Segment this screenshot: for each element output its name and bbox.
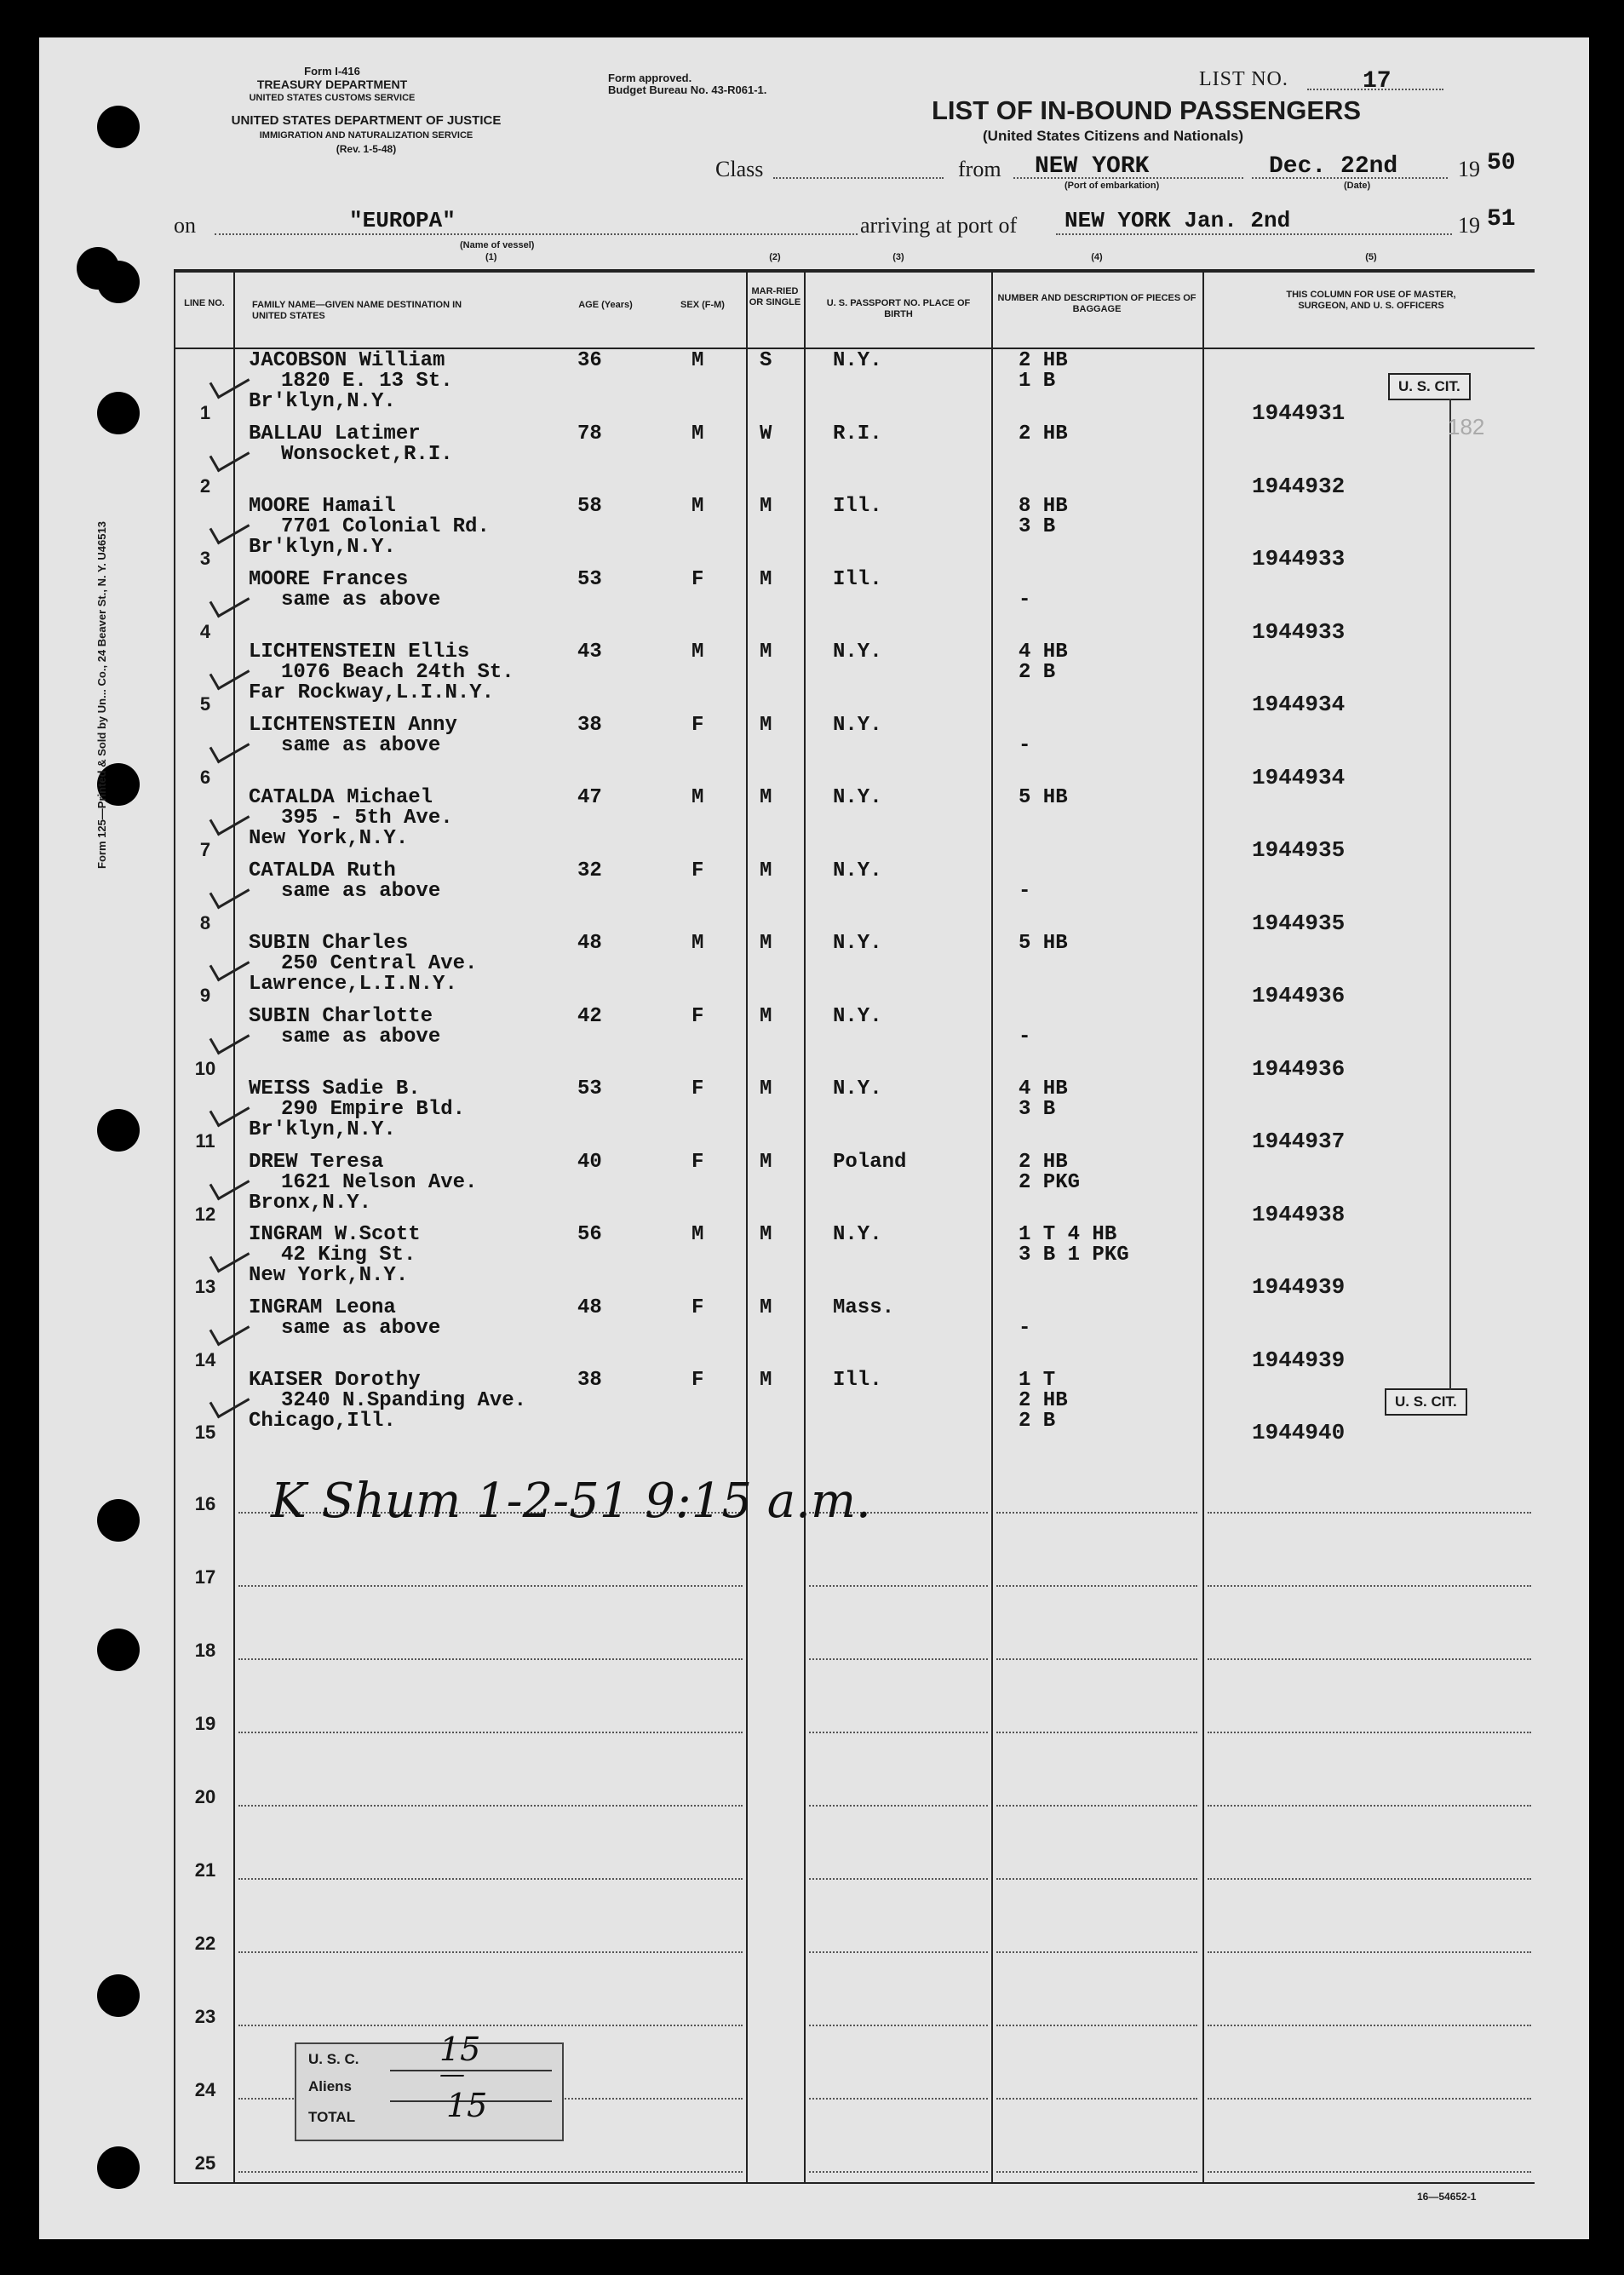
baggage-line-2: 3 B 1 PKG bbox=[1019, 1244, 1129, 1267]
baggage-line-1: 5 HB bbox=[1019, 786, 1068, 809]
embark-year: 50 bbox=[1487, 150, 1516, 176]
customs-service: UNITED STATES CUSTOMS SERVICE bbox=[249, 93, 416, 103]
baggage-line-1: 1 T bbox=[1019, 1369, 1056, 1392]
place-of-birth: Ill. bbox=[833, 495, 882, 518]
passenger-address-city: Lawrence,L.I.N.Y. bbox=[249, 973, 457, 996]
punch-hole bbox=[97, 2146, 140, 2189]
marital-status: M bbox=[760, 1150, 772, 1174]
line-number: 14 bbox=[194, 1348, 216, 1370]
certificate-number: 1944940 bbox=[1252, 1420, 1346, 1445]
passenger-sex: F bbox=[691, 1077, 704, 1100]
certificate-number: 1944939 bbox=[1252, 1347, 1346, 1373]
place-of-birth: Poland bbox=[833, 1150, 907, 1174]
passenger-sex: M bbox=[691, 422, 704, 445]
header-baggage-num: (4) bbox=[1091, 252, 1103, 262]
passenger-age: 43 bbox=[577, 641, 602, 664]
line-number: 1 bbox=[199, 402, 211, 423]
header-officers: THIS COLUMN FOR USE OF MASTER, SURGEON, AND U. S. OFFICERS bbox=[1286, 290, 1456, 311]
marital-status: M bbox=[760, 641, 772, 664]
passenger-age: 48 bbox=[577, 932, 602, 955]
marital-status: M bbox=[760, 932, 772, 955]
punch-hole bbox=[97, 1499, 140, 1542]
certificate-number: 1944934 bbox=[1252, 764, 1346, 790]
arrival-year: 51 bbox=[1487, 206, 1516, 233]
certificate-number: 1944932 bbox=[1252, 473, 1346, 499]
line-number: 17 bbox=[194, 1566, 216, 1588]
header-married: MAR-RIED OR SINGLE bbox=[749, 286, 801, 307]
place-of-birth: N.Y. bbox=[833, 932, 882, 955]
marital-status: W bbox=[760, 422, 772, 445]
passenger-address: Wonsocket,R.I. bbox=[281, 442, 453, 466]
embark-port-caption: (Port of embarkation) bbox=[1064, 181, 1160, 191]
year-prefix-2: 19 bbox=[1458, 213, 1480, 238]
list-number: 17 bbox=[1363, 68, 1392, 95]
passenger-name: KAISER Dorothy bbox=[249, 1369, 421, 1392]
passenger-address: same as above bbox=[281, 588, 441, 612]
passenger-address: same as above bbox=[281, 879, 441, 903]
budget-bureau: Budget Bureau No. 43-R061-1. bbox=[608, 83, 767, 96]
baggage-line-2: 3 B bbox=[1019, 1098, 1056, 1121]
marital-status: M bbox=[760, 713, 772, 737]
baggage-line-2: 2 HB bbox=[1019, 1389, 1068, 1412]
line-number: 6 bbox=[199, 766, 211, 788]
aliens-count: — bbox=[439, 2060, 465, 2089]
line-number: 16 bbox=[194, 1493, 216, 1514]
passenger-age: 48 bbox=[577, 1295, 602, 1319]
marital-status: S bbox=[760, 349, 772, 372]
passenger-sex: F bbox=[691, 713, 704, 737]
line-number: 4 bbox=[199, 620, 211, 642]
revision: (Rev. 1-5-48) bbox=[336, 143, 397, 155]
vessel-col-num: (1) bbox=[485, 252, 497, 262]
line-number: 7 bbox=[199, 839, 211, 860]
header-married-num: (2) bbox=[769, 252, 781, 262]
line-number: 25 bbox=[194, 2152, 216, 2174]
passenger-sex: F bbox=[691, 1369, 704, 1392]
passenger-name: SUBIN Charlotte bbox=[249, 1004, 433, 1028]
baggage-line-2: 1 B bbox=[1019, 370, 1056, 393]
treasury-department: TREASURY DEPARTMENT bbox=[256, 78, 408, 91]
place-of-birth: N.Y. bbox=[833, 786, 882, 809]
certificate-number: 1944931 bbox=[1252, 400, 1346, 426]
marital-status: M bbox=[760, 786, 772, 809]
line-number: 24 bbox=[194, 2079, 216, 2100]
passenger-name: MOORE Hamail bbox=[249, 495, 396, 518]
passenger-age: 36 bbox=[577, 349, 602, 372]
list-no-label: LIST NO. bbox=[1199, 68, 1288, 90]
form-number: Form I-416 bbox=[304, 65, 360, 78]
baggage-line-1: 2 HB bbox=[1019, 1150, 1068, 1174]
passenger-sex: F bbox=[691, 859, 704, 882]
line-number: 5 bbox=[199, 693, 211, 715]
baggage-line-2: 3 B bbox=[1019, 515, 1056, 538]
header-baggage: NUMBER AND DESCRIPTION OF PIECES OF BAGGAGE bbox=[997, 293, 1196, 314]
passenger-sex: F bbox=[691, 1004, 704, 1028]
marital-status: M bbox=[760, 1369, 772, 1392]
marital-status: M bbox=[760, 567, 772, 591]
date-caption: (Date) bbox=[1344, 181, 1371, 191]
punch-hole bbox=[97, 392, 140, 434]
passenger-age: 38 bbox=[577, 1369, 602, 1392]
place-of-birth: Ill. bbox=[833, 1369, 882, 1392]
place-of-birth: R.I. bbox=[833, 422, 882, 445]
header-sex: SEX (F-M) bbox=[680, 300, 725, 310]
passenger-age: 32 bbox=[577, 859, 602, 882]
certificate-number: 1944933 bbox=[1252, 618, 1346, 645]
line-number: 15 bbox=[194, 1422, 216, 1443]
page-title: LIST OF IN-BOUND PASSENGERS bbox=[932, 95, 1362, 125]
passenger-sex: M bbox=[691, 641, 704, 664]
ins-service: IMMIGRATION AND NATURALIZATION SERVICE bbox=[259, 130, 473, 141]
passenger-age: 42 bbox=[577, 1004, 602, 1028]
certificate-number: 1944938 bbox=[1252, 1201, 1346, 1227]
header-officers-num: (5) bbox=[1365, 252, 1377, 262]
line-number: 13 bbox=[194, 1276, 216, 1297]
passenger-age: 38 bbox=[577, 713, 602, 737]
passenger-sex: F bbox=[691, 567, 704, 591]
passenger-name: LICHTENSTEIN Anny bbox=[249, 713, 457, 737]
punch-hole bbox=[97, 1974, 140, 2017]
passenger-sex: M bbox=[691, 1223, 704, 1246]
passenger-address-city: Far Rockway,L.I.N.Y. bbox=[249, 681, 495, 704]
passenger-address: same as above bbox=[281, 1025, 441, 1048]
passenger-address: same as above bbox=[281, 733, 441, 757]
passenger-address: 3240 N.Spanding Ave. bbox=[281, 1389, 527, 1412]
marital-status: M bbox=[760, 1004, 772, 1028]
officer-signature-handwritten: K Shum 1-2-51 9:15 a.m. bbox=[271, 1474, 871, 1529]
certificate-number: 1944937 bbox=[1252, 1129, 1346, 1154]
passenger-address-city: Bronx,N.Y. bbox=[249, 1191, 372, 1215]
usc-count: 15 bbox=[439, 2031, 481, 2068]
passenger-age: 53 bbox=[577, 1077, 602, 1100]
vessel-name: "EUROPA" bbox=[349, 208, 456, 233]
line-number: 8 bbox=[199, 911, 211, 934]
passenger-sex: F bbox=[691, 1150, 704, 1174]
baggage-line-1: 2 HB bbox=[1019, 422, 1068, 445]
certificate-number: 1944933 bbox=[1252, 546, 1346, 572]
baggage-line-1: 4 HB bbox=[1019, 641, 1068, 664]
baggage-line-2: - bbox=[1019, 588, 1031, 612]
passenger-address-city: New York,N.Y. bbox=[249, 827, 409, 850]
passenger-address-city: Br'klyn,N.Y. bbox=[249, 1118, 396, 1141]
passenger-address-city: Br'klyn,N.Y. bbox=[249, 390, 396, 413]
baggage-line-1: 1 T 4 HB bbox=[1019, 1223, 1117, 1246]
punch-hole bbox=[97, 1629, 140, 1671]
vessel-caption: (Name of vessel) bbox=[460, 240, 535, 250]
place-of-birth: N.Y. bbox=[833, 1004, 882, 1028]
header-line-no: LINE NO. bbox=[184, 298, 225, 308]
marital-status: M bbox=[760, 1077, 772, 1100]
place-of-birth: N.Y. bbox=[833, 713, 882, 737]
baggage-line-1: 5 HB bbox=[1019, 932, 1068, 955]
bracket-line bbox=[1449, 399, 1451, 1390]
form-approved: Form approved. bbox=[608, 72, 692, 84]
passenger-address: 1820 E. 13 St. bbox=[281, 370, 453, 393]
aliens-label: Aliens bbox=[308, 2078, 353, 2094]
year-prefix: 19 bbox=[1458, 157, 1480, 181]
baggage-line-1: 2 HB bbox=[1019, 349, 1068, 372]
line-number: 9 bbox=[199, 985, 211, 1006]
line-number: 2 bbox=[199, 474, 211, 497]
us-citizen-stamp: U. S. CIT. bbox=[1385, 1388, 1467, 1416]
baggage-line-2: - bbox=[1019, 1025, 1031, 1048]
certificate-number: 1944935 bbox=[1252, 910, 1346, 936]
baggage-line-1: 4 HB bbox=[1019, 1077, 1068, 1100]
baggage-line-2: - bbox=[1019, 733, 1031, 757]
baggage-line-2: - bbox=[1019, 1316, 1031, 1340]
footer-code: 16—54652-1 bbox=[1417, 2191, 1477, 2203]
passenger-address: 395 - 5th Ave. bbox=[281, 807, 453, 830]
passenger-age: 40 bbox=[577, 1150, 602, 1174]
line-number: 10 bbox=[194, 1057, 216, 1079]
place-of-birth: Ill. bbox=[833, 567, 882, 591]
passenger-name: LICHTENSTEIN Ellis bbox=[249, 641, 470, 664]
punch-hole bbox=[97, 1109, 140, 1152]
baggage-line-2: - bbox=[1019, 879, 1031, 903]
header-passport: U. S. PASSPORT NO. PLACE OF BIRTH bbox=[826, 298, 971, 319]
place-of-birth: N.Y. bbox=[833, 859, 882, 882]
place-of-birth: N.Y. bbox=[833, 1223, 882, 1246]
passenger-name: INGRAM Leona bbox=[249, 1295, 396, 1319]
punch-hole bbox=[77, 247, 119, 290]
passenger-address-city: Chicago,Ill. bbox=[249, 1410, 396, 1433]
line-number: 19 bbox=[194, 1713, 216, 1734]
passenger-sex: M bbox=[691, 495, 704, 518]
certificate-number: 1944934 bbox=[1252, 692, 1346, 717]
certificate-number: 1944936 bbox=[1252, 1055, 1346, 1082]
passenger-age: 58 bbox=[577, 495, 602, 518]
class-label: Class bbox=[715, 157, 764, 181]
embark-port: NEW YORK bbox=[1035, 153, 1150, 180]
table-bottom-rule bbox=[174, 2182, 1535, 2184]
header-name: FAMILY NAME—GIVEN NAME DESTINATION IN UNITED STATES bbox=[252, 300, 462, 321]
header-age: AGE (Years) bbox=[578, 300, 633, 310]
line-number: 22 bbox=[194, 1933, 216, 1954]
total-count: 15 bbox=[446, 2087, 488, 2124]
usc-label: U. S. C. bbox=[308, 2051, 359, 2067]
table-top-rule bbox=[174, 269, 1535, 273]
marital-status: M bbox=[760, 1223, 772, 1246]
place-of-birth: N.Y. bbox=[833, 641, 882, 664]
certificate-number: 1944936 bbox=[1252, 983, 1346, 1008]
marital-status: M bbox=[760, 1295, 772, 1319]
passenger-age: 78 bbox=[577, 422, 602, 445]
passenger-name: CATALDA Ruth bbox=[249, 859, 396, 882]
passenger-sex: F bbox=[691, 1295, 704, 1319]
place-of-birth: Mass. bbox=[833, 1295, 895, 1319]
justice-department: UNITED STATES DEPARTMENT OF JUSTICE bbox=[231, 113, 502, 128]
passenger-address: 42 King St. bbox=[281, 1244, 416, 1267]
from-label: from bbox=[958, 157, 1001, 181]
passenger-name: WEISS Sadie B. bbox=[249, 1077, 421, 1100]
passenger-address-city: New York,N.Y. bbox=[249, 1264, 409, 1287]
passenger-address: 1621 Nelson Ave. bbox=[281, 1170, 478, 1194]
passenger-address-city: Br'klyn,N.Y. bbox=[249, 536, 396, 559]
passenger-sex: M bbox=[691, 932, 704, 955]
passenger-address: 1076 Beach 24th St. bbox=[281, 661, 514, 684]
line-number: 12 bbox=[194, 1203, 216, 1225]
passenger-name: INGRAM W.Scott bbox=[249, 1223, 421, 1246]
passenger-name: MOORE Frances bbox=[249, 567, 409, 591]
passenger-age: 56 bbox=[577, 1223, 602, 1246]
marital-status: M bbox=[760, 495, 772, 518]
marital-status: M bbox=[760, 859, 772, 882]
passenger-address: 7701 Colonial Rd. bbox=[281, 515, 490, 538]
baggage-line-3: 2 B bbox=[1019, 1410, 1056, 1433]
baggage-line-2: 2 B bbox=[1019, 661, 1056, 684]
arriving-label: arriving at port of bbox=[860, 213, 1018, 238]
page-subtitle: (United States Citizens and Nationals) bbox=[983, 128, 1244, 144]
us-citizen-stamp: U. S. CIT. bbox=[1388, 373, 1471, 400]
side-imprint: Form 125—Printed & Sold by Un... Co., 24 Beaver St., N. Y. U46513 bbox=[95, 521, 108, 869]
passenger-address: 250 Central Ave. bbox=[281, 952, 478, 975]
line-number: 18 bbox=[194, 1640, 216, 1661]
passenger-sex: M bbox=[691, 349, 704, 372]
header-passport-num: (3) bbox=[892, 252, 904, 262]
place-of-birth: N.Y. bbox=[833, 349, 882, 372]
line-number: 20 bbox=[194, 1786, 216, 1807]
passenger-age: 53 bbox=[577, 567, 602, 591]
passenger-sex: M bbox=[691, 786, 704, 809]
baggage-line-2: 2 PKG bbox=[1019, 1170, 1081, 1194]
punch-hole bbox=[97, 106, 140, 148]
arrival-port-date: NEW YORK Jan. 2nd bbox=[1064, 208, 1291, 233]
place-of-birth: N.Y. bbox=[833, 1077, 882, 1100]
line-number: 21 bbox=[194, 1859, 216, 1881]
total-label: TOTAL bbox=[308, 2109, 356, 2125]
passenger-name: CATALDA Michael bbox=[249, 786, 433, 809]
tally-stamp bbox=[295, 2031, 564, 2141]
faint-mark: 182 bbox=[1448, 414, 1485, 439]
line-number: 11 bbox=[195, 1130, 215, 1152]
embark-date: Dec. 22nd bbox=[1269, 153, 1398, 180]
passenger-name: DREW Teresa bbox=[249, 1150, 384, 1174]
line-number: 23 bbox=[194, 2006, 216, 2027]
baggage-line-1: 8 HB bbox=[1019, 495, 1068, 518]
on-label: on bbox=[174, 213, 196, 238]
passenger-name: BALLAU Latimer bbox=[249, 422, 421, 445]
passenger-name: SUBIN Charles bbox=[249, 932, 409, 955]
line-number: 3 bbox=[199, 548, 211, 569]
passenger-address: 290 Empire Bld. bbox=[281, 1098, 466, 1121]
passenger-age: 47 bbox=[577, 786, 602, 809]
passenger-name: JACOBSON William bbox=[249, 349, 445, 372]
certificate-number: 1944935 bbox=[1252, 837, 1346, 863]
passenger-address: same as above bbox=[281, 1316, 441, 1340]
certificate-number: 1944939 bbox=[1252, 1274, 1346, 1300]
